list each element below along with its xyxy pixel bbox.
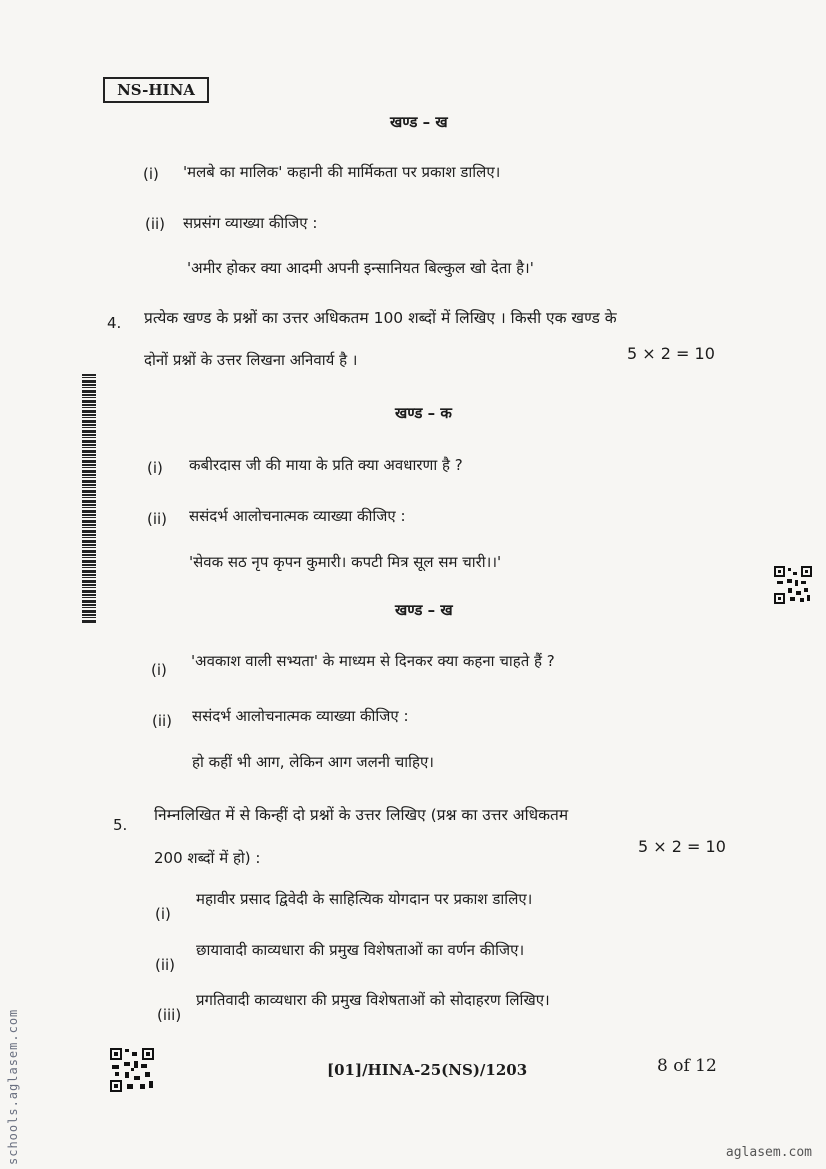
paper-code-box: NS-HINA xyxy=(103,77,209,103)
qr-code-icon xyxy=(110,1048,154,1096)
item-text: सप्रसंग व्याख्या कीजिए : xyxy=(183,214,318,232)
footer-paper-code: [01]/HINA-25(NS)/1203 xyxy=(327,1061,528,1079)
marks-label: 5 × 2 = 10 xyxy=(627,344,715,363)
section-heading: खण्ड – ख xyxy=(390,113,448,131)
item-label: (iii) xyxy=(157,1006,182,1024)
item-text: 'अवकाश वाली सभ्यता' के माध्यम से दिनकर क्या कहना चाहते हैं ? xyxy=(191,652,555,670)
section-heading: खण्ड – क xyxy=(395,404,452,422)
item-label: (i) xyxy=(147,459,163,477)
item-text: ससंदर्भ आलोचनात्मक व्याख्या कीजिए : xyxy=(192,707,409,725)
item-label: (ii) xyxy=(152,712,173,730)
page-number: 8 of 12 xyxy=(657,1056,717,1076)
quote-text: 'अमीर होकर क्या आदमी अपनी इन्सानियत बिल्कुल खो देता है।' xyxy=(187,259,534,277)
side-watermark: schools.aglasem.com xyxy=(6,1008,20,1165)
question-number: 4. xyxy=(107,314,122,332)
question-text: निम्नलिखित में से किन्हीं दो प्रश्नों के उत्तर लिखिए (प्रश्न का उत्तर अधिकतम xyxy=(154,806,569,824)
qr-code-icon xyxy=(774,566,812,608)
question-text: 200 शब्दों में हो) : xyxy=(154,849,261,867)
item-text: छायावादी काव्यधारा की प्रमुख विशेषताओं का वर्णन कीजिए। xyxy=(196,941,525,959)
question-number: 5. xyxy=(113,816,128,834)
item-label: (ii) xyxy=(145,215,166,233)
item-text: प्रगतिवादी काव्यधारा की प्रमुख विशेषताओं को सोदाहरण लिखिए। xyxy=(196,991,550,1009)
corner-watermark: aglasem.com xyxy=(725,1145,812,1160)
item-label: (ii) xyxy=(147,510,168,528)
item-label: (i) xyxy=(143,165,159,183)
item-label: (ii) xyxy=(155,956,176,974)
section-heading: खण्ड – ख xyxy=(395,601,453,619)
item-label: (i) xyxy=(151,661,167,679)
item-text: कबीरदास जी की माया के प्रति क्या अवधारणा है ? xyxy=(189,456,463,474)
item-text: 'मलबे का मालिक' कहानी की मार्मिकता पर प्रकाश डालिए। xyxy=(183,163,501,181)
quote-text: 'सेवक सठ नृप कृपन कुमारी। कपटी मित्र सूल सम चारी।।' xyxy=(189,553,502,571)
item-label: (i) xyxy=(155,905,171,923)
barcode-icon xyxy=(82,374,96,624)
item-text: महावीर प्रसाद द्विवेदी के साहित्यिक योगदान पर प्रकाश डालिए। xyxy=(196,890,533,908)
item-text: ससंदर्भ आलोचनात्मक व्याख्या कीजिए : xyxy=(189,507,406,525)
question-text: प्रत्येक खण्ड के प्रश्नों का उत्तर अधिकतम 100 शब्दों में लिखिए । किसी एक खण्ड के xyxy=(144,309,617,327)
quote-text: हो कहीं भी आग, लेकिन आग जलनी चाहिए। xyxy=(192,753,434,771)
marks-label: 5 × 2 = 10 xyxy=(638,837,726,856)
question-text: दोनों प्रश्नों के उत्तर लिखना अनिवार्य है । xyxy=(144,351,358,369)
